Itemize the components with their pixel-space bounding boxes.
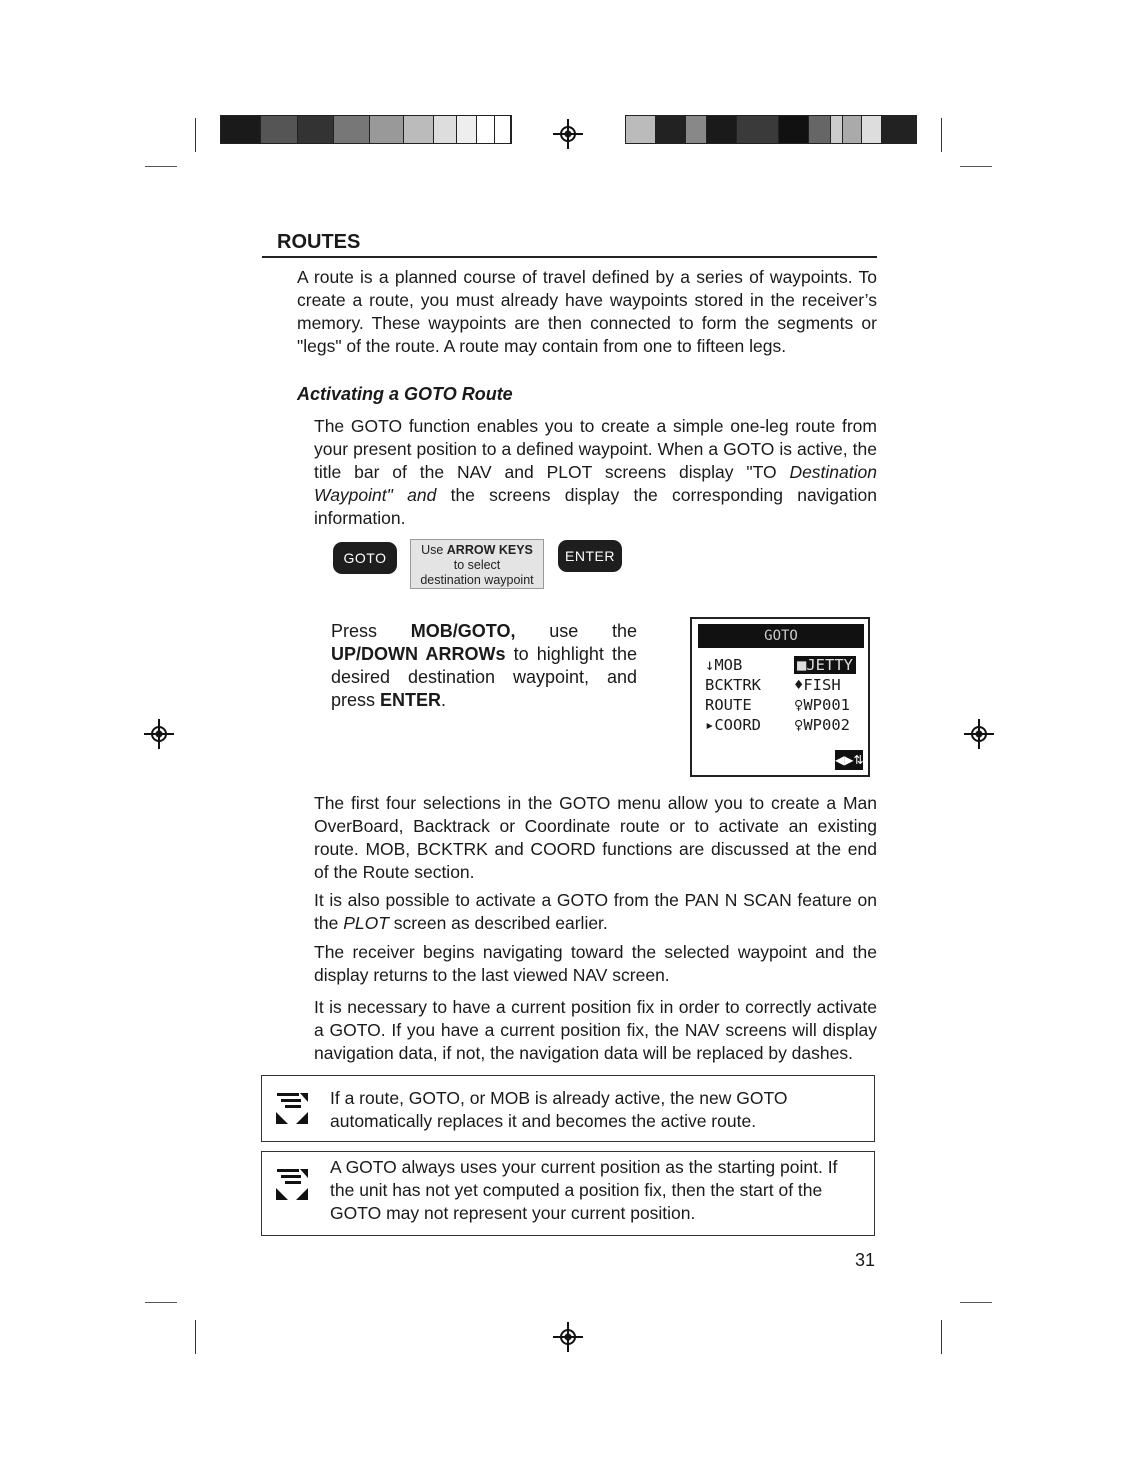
enter-key-button[interactable]: ENTER <box>558 540 622 572</box>
arrow-keys-instruction: Use ARROW KEYS to select destination waypoint <box>410 539 544 589</box>
note-text-2: A GOTO always uses your current position as the starting point. If the unit has not yet computed a position fix, then the start of the GOTO may not represent your current position. <box>330 1157 838 1223</box>
note-text-1: If a route, GOTO, or MOB is already active, the new GOTO automatically replaces it and becomes the active route. <box>330 1088 788 1131</box>
receiver-paragraph: The receiver begins navigating toward the selected waypoint and the display returns to the last viewed NAV screen. <box>314 942 877 985</box>
crop-mark <box>960 166 992 167</box>
note-box-2 <box>261 1151 875 1236</box>
first-four-paragraph: The first four selections in the GOTO menu allow you to create a Man OverBoard, Backtrack or Coordinate route or to activate an existing route. MOB, BCKTRK and COORD functions are discussed at the end of the Route section. <box>314 793 877 882</box>
menu-item-coord[interactable]: ▸COORD <box>705 716 761 734</box>
crop-mark <box>941 1320 942 1354</box>
note-icon <box>274 1090 310 1126</box>
registration-mark-bottom-icon <box>553 1322 583 1352</box>
intro-paragraph: A route is a planned course of travel defined by a series of waypoints. To create a route, you must already have waypoints stored in the receiver’s memory. These waypoints are then connected to form the segments or "legs" of the route. A route may contain from one to fifteen legs. <box>297 267 877 356</box>
page-number: 31 <box>855 1250 876 1270</box>
goto-menu-screen <box>690 617 870 777</box>
registration-mark-left-icon <box>144 719 174 749</box>
menu-item-bcktrk[interactable]: BCKTRK <box>705 676 761 694</box>
waypoint-item[interactable]: ♀WP002 <box>794 716 850 734</box>
note-box-1 <box>261 1075 875 1142</box>
crop-mark <box>195 1320 196 1354</box>
color-strip-right <box>625 115 917 144</box>
page-title: ROUTES <box>277 231 361 253</box>
necessary-paragraph: It is necessary to have a current position fix in order to correctly activate a GOTO. If you have a current position fix, the NAV screens will display navigation data, if not, the navigation data will be replaced by dashes. <box>314 997 877 1063</box>
waypoint-item[interactable]: ♦FISH <box>794 676 841 694</box>
registration-mark-right-icon <box>964 719 994 749</box>
pan-scan-paragraph: It is also possible to activate a GOTO from the PAN N SCAN feature on the PLOT screen as described earlier. <box>314 890 877 933</box>
crop-mark <box>195 118 196 152</box>
crop-mark <box>960 1302 992 1303</box>
arrow-keys-icon: ◀▶⇅ <box>835 750 863 770</box>
crop-mark <box>145 166 177 167</box>
goto-key-button[interactable]: GOTO <box>333 542 397 574</box>
screen-title-bar: GOTO <box>698 624 864 648</box>
heading-rule <box>262 256 877 258</box>
waypoint-item-selected[interactable]: ■JETTY <box>794 656 856 674</box>
note-icon <box>274 1166 310 1202</box>
color-strip-left <box>220 115 512 144</box>
menu-item-mob[interactable]: ↓MOB <box>705 656 743 674</box>
menu-item-route[interactable]: ROUTE <box>705 696 752 714</box>
press-instruction: Press MOB/GOTO, use the UP/DOWN ARROWs to highlight the desired destination waypoint, and press ENTER. <box>331 621 638 710</box>
registration-mark-top-icon <box>553 119 583 149</box>
waypoint-item[interactable]: ♀WP001 <box>794 696 850 714</box>
crop-mark <box>145 1302 177 1303</box>
crop-mark <box>941 118 942 152</box>
subheading: Activating a GOTO Route <box>297 384 513 404</box>
goto-paragraph: The GOTO function enables you to create a simple one-leg route from your present position to a defined waypoint. When a GOTO is active, the title bar of the NAV and PLOT screens display "TO Destination Waypoint" and the screens display the corresponding navigation information. <box>314 416 877 528</box>
